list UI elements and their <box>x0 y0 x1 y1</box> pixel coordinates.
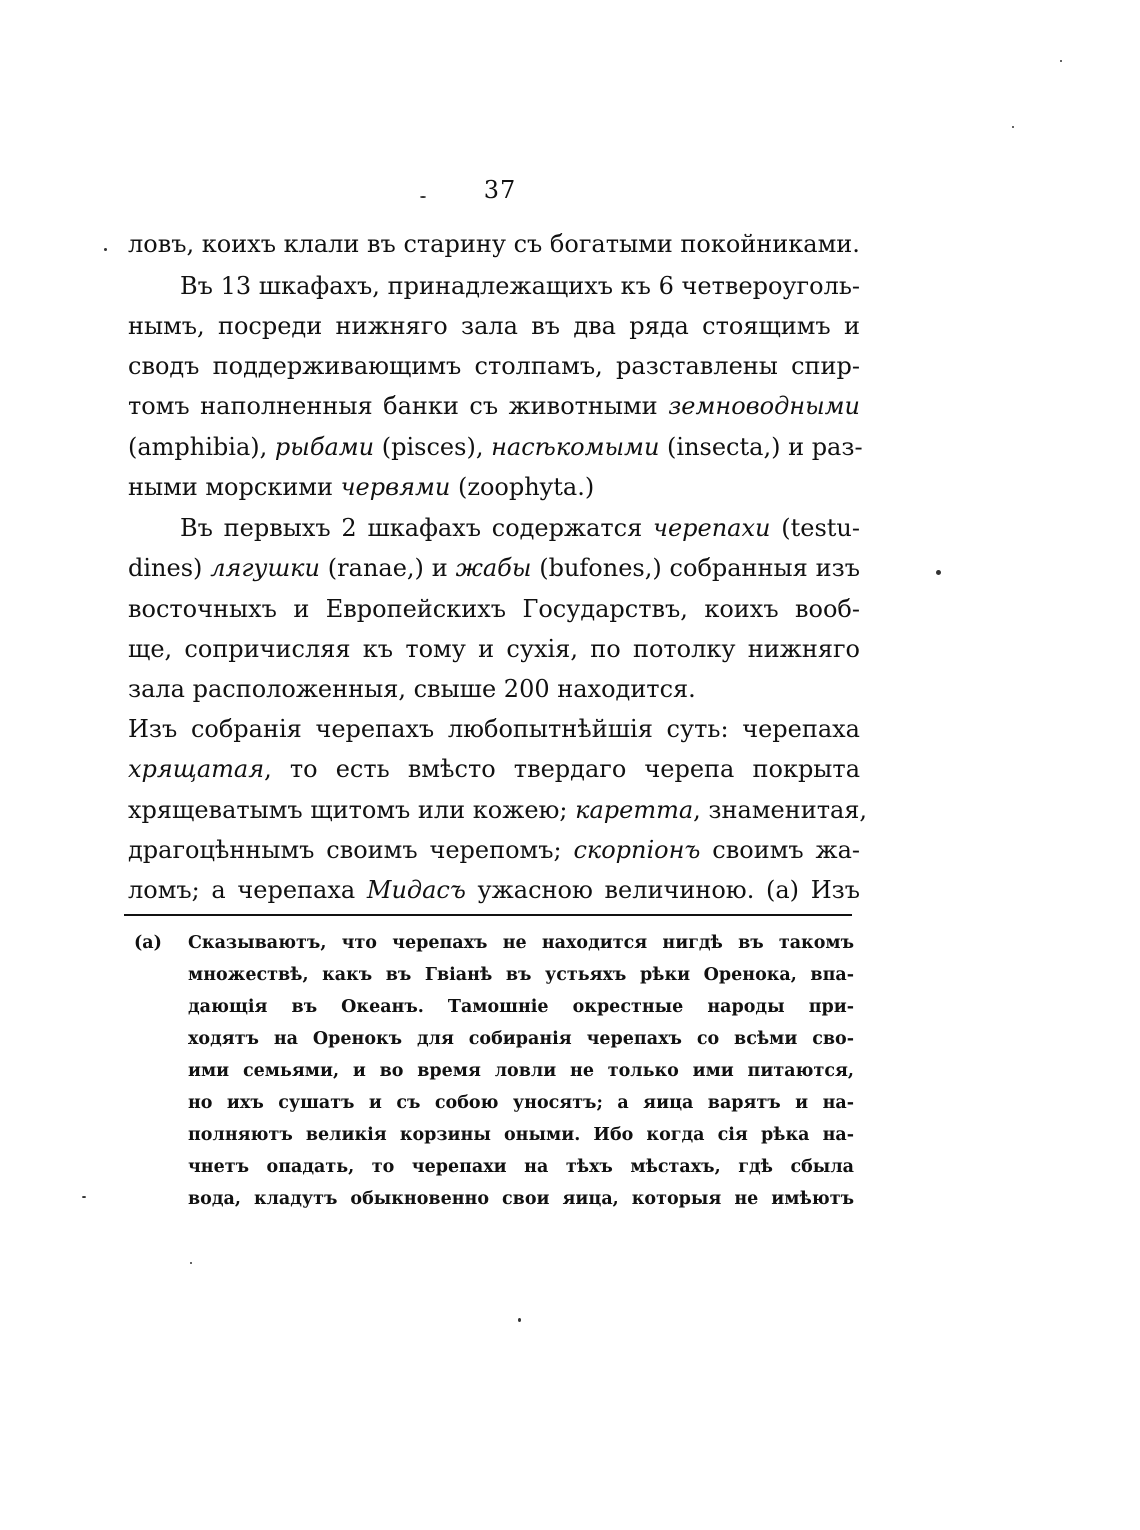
footnote-line: Сказываютъ, что черепахъ не находится нигдѣ въ такомъ <box>188 933 854 953</box>
scan-speck <box>518 1318 521 1322</box>
footnote-line: полняютъ великія корзины оными. Ибо когда сія рѣка на- <box>188 1125 854 1145</box>
scan-speck <box>936 570 941 575</box>
scan-speck <box>1012 126 1014 128</box>
footnote-line: ходятъ на Оренокъ для собиранія черепахъ со всѣми сво- <box>188 1029 854 1049</box>
scan-speck <box>82 1196 86 1198</box>
latin-term-italic: земноводными <box>668 392 860 420</box>
scan-speck <box>420 196 426 198</box>
text-line: ными морскими червями (zoophyta.) <box>128 473 595 501</box>
footnote-line: ими семьями, и во время ловли не только ими питаются, <box>188 1061 854 1081</box>
text-line: томъ наполненныя банки съ животными земноводными <box>128 392 860 420</box>
scan-speck <box>1060 60 1062 62</box>
footnote-line: вода, кладутъ обыкновенно свои яица, которыя не имѣютъ <box>188 1189 854 1209</box>
scan-speck <box>104 248 107 251</box>
text-line: ломъ; а черепаха Мидасъ ужасною величиною. (a) Изъ <box>128 876 861 904</box>
text-line: зала расположенныя, свыше 200 находится. <box>128 675 696 703</box>
text-line: Изъ собранія черепахъ любопытнѣйшія суть: черепаха <box>128 715 860 743</box>
text-line: ловъ, коихъ клали въ старину съ богатыми покойниками. <box>128 230 860 258</box>
footnote-line: множествѣ, какъ въ Гвіанѣ въ устьяхъ рѣки Оренока, впа- <box>188 965 854 985</box>
footnote-marker: (a) <box>134 933 162 953</box>
scan-speck <box>190 1262 192 1264</box>
page-number: 37 <box>483 176 517 204</box>
text-line: dines) лягушки (ranae,) и жабы (bufones,) собранныя изъ <box>128 554 860 582</box>
text-line: Въ первыхъ 2 шкафахъ содержатся черепахи (testu- <box>180 514 860 542</box>
text-line: драгоцѣннымъ своимъ черепомъ; скорпіонъ своимъ жа- <box>128 836 860 864</box>
footnote-line: чнетъ опадать, то черепахи на тѣхъ мѣстахъ, гдѣ сбыла <box>188 1157 854 1177</box>
text-line: Въ 13 шкафахъ, принадлежащихъ къ 6 четвероуголь- <box>180 272 860 300</box>
text-line: сводъ поддерживающимъ столпамъ, разставлены спир- <box>128 352 860 380</box>
footnote-line: дающія въ Океанъ. Тамошніе окрестные народы при- <box>188 997 854 1017</box>
text-line: нымъ, посреди нижняго зала въ два ряда стоящимъ и <box>128 312 860 340</box>
footnote-line: но ихъ сушатъ и съ собою уносятъ; а яица варятъ и на- <box>188 1093 854 1113</box>
text-line: ще, сопричисляя къ тому и сухія, по потолку нижняго <box>128 635 860 663</box>
text-line: восточныхъ и Европейскихъ Государствъ, коихъ вооб- <box>128 595 860 623</box>
text-line: хрящеватымъ щитомъ или кожею; каретта, знаменитая, <box>128 796 868 824</box>
footnote-divider <box>124 914 852 916</box>
text-line: (amphibia), рыбами (pisces), насѣкомыми (insecta,) и раз- <box>128 433 863 461</box>
text-line: хрящатая, то есть вмѣсто твердаго черепа покрыта <box>128 755 860 783</box>
